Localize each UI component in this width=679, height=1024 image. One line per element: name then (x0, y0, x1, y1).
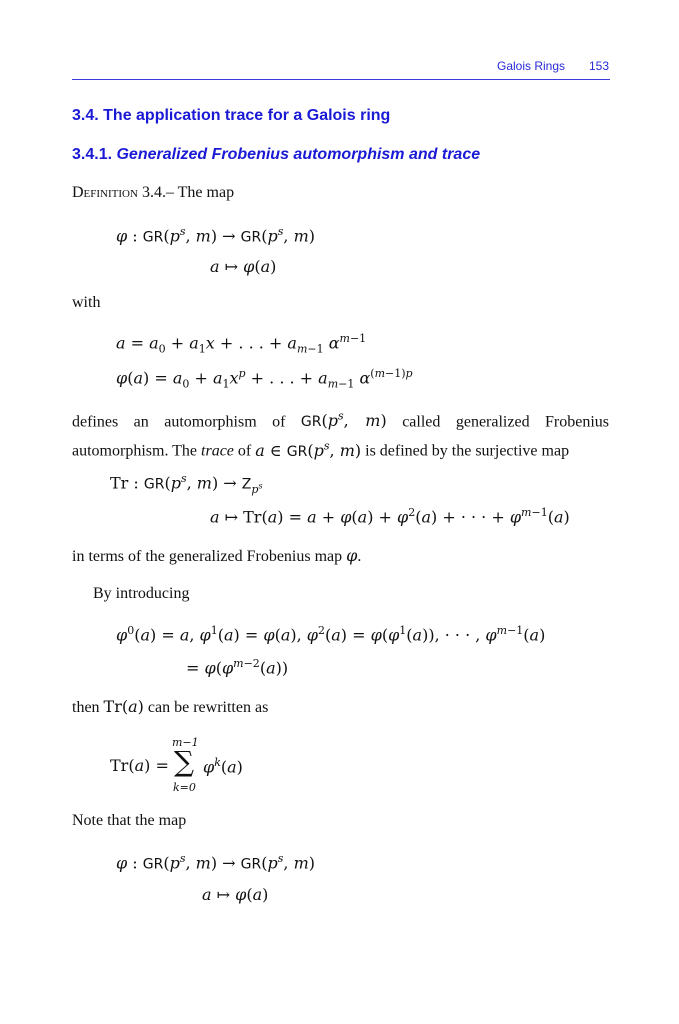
text-defines-2: called generalized Frobenius (402, 413, 610, 431)
math-ring: $GR(p^s$, m) (300, 410, 387, 431)
equation-phi-a-expansion: $\varphi(a) = a_0 + a_1x^p$ + . . . + $a_{m-1}$ $\alpha^{(m-1)p}$ (116, 367, 413, 391)
text-note: Note that the map (72, 812, 187, 829)
equation-phi-assign: a ↦ φ(a) (210, 257, 277, 276)
text-defines-1: defines an automorphism of (72, 413, 286, 431)
equation-a-expansion: $a = a_0 + a_1x$ + . . . + $a_{m-1}$ $\alpha^{m-1}$ (116, 332, 367, 356)
equation-phi-map-2: φ : $GR(p^s$, $m) \to GR(p^s$, m) (116, 852, 315, 873)
equation-phi-powers-cont: = $\varphi(\varphi^{m-2}(a))$ (186, 657, 289, 678)
subsection-heading (72, 146, 480, 164)
math-tr-a: Tr(a) (103, 697, 144, 716)
section-number: 3.4. (72, 107, 99, 124)
running-title: Galois Rings (497, 59, 566, 73)
paragraph-defines (72, 405, 609, 464)
section-heading (72, 107, 390, 125)
subsection-title: Generalized Frobenius automorphism and trace (116, 146, 481, 163)
text-then-word: then (72, 699, 100, 716)
equation-sum-lhs: Tr(a) = (110, 756, 169, 775)
equation-trace-assign: a ↦ $Tr(a) = a + \varphi(a) + \varphi^2(a)$ + · · · + $\varphi^{m-1}(a)$ (210, 506, 570, 527)
text-in-terms-words: in terms of the generalized Frobenius map (72, 548, 343, 565)
equation-trace-map: Tr : $GR(p^s$, $m) \to Z_{p^s}$ (110, 472, 263, 496)
definition-line (72, 184, 234, 202)
text-with: with (72, 294, 101, 311)
sigma-symbol: ∑ (174, 745, 194, 778)
sum-lower-limit: k=0 (173, 781, 196, 794)
text-of: of (237, 442, 252, 460)
equation-sum-term: $\varphi^k(a)$ (203, 756, 243, 777)
text-in-terms: in terms of the generalized Frobenius map φ. (72, 546, 362, 565)
text-rewritten: can be rewritten as (147, 699, 269, 716)
text-is-defined: is defined by the surjective map (365, 442, 570, 460)
text-trace-word: trace (201, 442, 234, 460)
definition-lead: The map (177, 184, 235, 201)
header-rule (72, 79, 610, 80)
subsection-number: 3.4.1. (72, 146, 113, 163)
equation-phi-assign-2: a ↦ φ(a) (202, 885, 269, 904)
sum-upper-limit: m−1 (172, 736, 199, 749)
definition-label: Definition (72, 184, 138, 201)
text-then (72, 697, 268, 717)
text-automorphism: automorphism. The (72, 442, 198, 460)
text-by-introducing: By introducing (93, 585, 190, 602)
equation-phi-map: φ : $GR(p^s$, $m) \to GR(p^s$, m) (116, 225, 315, 246)
definition-number: 3.4.– (141, 184, 174, 201)
math-a-in-ring: a ∈ $GR(p^s$, m) (255, 439, 362, 460)
math-phi: φ (346, 546, 358, 565)
page-number: 153 (589, 59, 610, 73)
equation-phi-powers: $\varphi^0(a) = a$, $\varphi^1(a) = \varphi(a)$, $\varphi^2(a) = \varphi(\varphi^1(a))$, · · · , $\varphi^{m-1}(a)$ (116, 624, 546, 645)
section-title: The application trace for a Galois ring (103, 107, 391, 124)
